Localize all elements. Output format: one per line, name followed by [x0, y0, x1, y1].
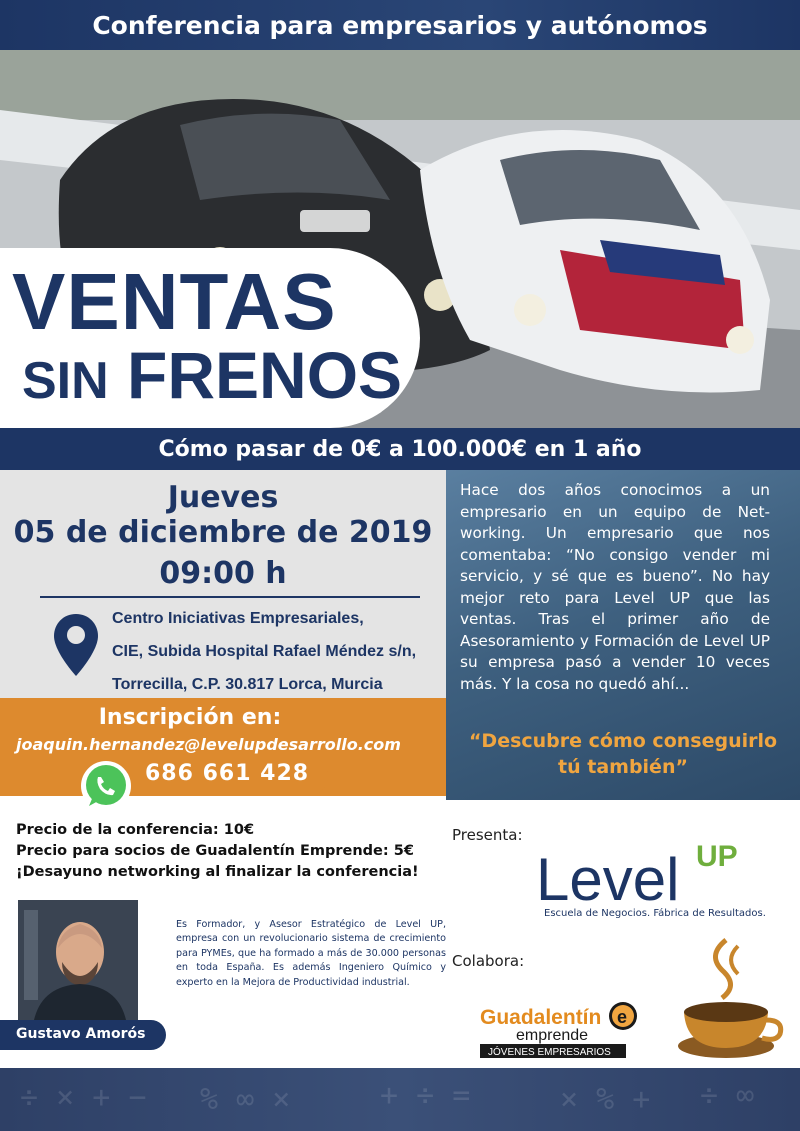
level-tagline: Escuela de Negocios. Fábrica de Resultados.	[544, 908, 766, 919]
guad-e: e	[617, 1007, 628, 1027]
guadalentin-emprende-logo	[480, 1000, 640, 1060]
registration-email-link[interactable]: joaquin.hernandez@levelupdesarrollo.com	[16, 735, 401, 754]
event-day: Jueves	[167, 480, 279, 515]
event-time: 09:00 h	[159, 556, 287, 591]
prices-block	[16, 820, 419, 883]
registration-title: Inscripción en:	[98, 705, 282, 730]
guad-jovenes: JÓVENES EMPRESARIOS	[488, 1047, 611, 1058]
presenta-label: Presenta:	[452, 826, 523, 844]
footer-decoration: ÷ × + − % ∞ × + ÷ = × % + ÷ ∞	[0, 1068, 800, 1131]
price-members: Precio para socios de Guadalentín Emprende: 5€	[16, 843, 414, 859]
registration-phone[interactable]: 686 661 428	[145, 761, 310, 786]
speaker-portrait	[18, 900, 138, 1020]
title-sin: SIN	[22, 352, 109, 410]
level-logo-up: UP	[696, 840, 738, 873]
address-line2: CIE, Subida Hospital Rafael Méndez s/n,	[112, 643, 417, 660]
price-conference: Precio de la conferencia: 10€	[16, 822, 255, 838]
subtitle-text: Cómo pasar de 0€ a 100.000€ en 1 año	[158, 436, 642, 462]
top-banner	[0, 0, 800, 50]
quote-line1: “Descubre cómo conseguirlo	[468, 730, 778, 752]
quote-line2: tú también”	[558, 756, 688, 778]
level-up-logo	[536, 836, 746, 908]
location-pin-icon	[54, 614, 98, 676]
divider	[40, 596, 420, 598]
colabora-label: Colabora:	[452, 952, 525, 970]
coffee-cup-logo	[676, 936, 786, 1064]
address-line3: Torrecilla, C.P. 30.817 Lorca, Murcia	[112, 676, 383, 693]
address-line1: Centro Iniciativas Empresariales,	[112, 610, 364, 627]
whatsapp-icon	[80, 760, 132, 812]
speaker-photo	[18, 900, 138, 1020]
main-title-line2	[22, 340, 402, 416]
speaker-name: Gustavo Amorós	[16, 1026, 146, 1042]
speaker-bio: Es Formador, y Asesor Estratégico de Level UP, empresa con un revolucionario sistema de crecimiento para PYMEs, que ha formado a más de 30.000 personas en toda España. Es además Ingeniero Químico y experto en la Mejora de Productividad industrial.	[176, 919, 446, 988]
banner-text: Conferencia para empresarios y autónomos	[92, 10, 708, 40]
description-text: Hace dos años conocimos a un empresario en un equipo de Net-working. Un empresario que nos comentaba: “No consigo vender mi servicio, y sé que es bueno”. No hay mejor reto para Level UP que las ventas. Tras el primer año de Asesoramiento y Formación de Level UP su empresa pasó a vender 10 veces más. Y la cosa no quedó ahí...	[460, 481, 770, 693]
title-frenos: FRENOS	[127, 338, 403, 412]
main-title-line1: VENTAS	[12, 257, 337, 346]
networking-breakfast: ¡Desayuno networking al finalizar la conferencia!	[16, 864, 419, 880]
subtitle-bar	[0, 428, 800, 470]
quote	[450, 728, 796, 780]
guad-text: Guadalentín	[480, 1006, 602, 1029]
level-logo-text: Level	[536, 846, 680, 908]
event-date: 05 de diciembre de 2019	[13, 515, 433, 550]
guad-emprende: emprende	[516, 1027, 589, 1044]
